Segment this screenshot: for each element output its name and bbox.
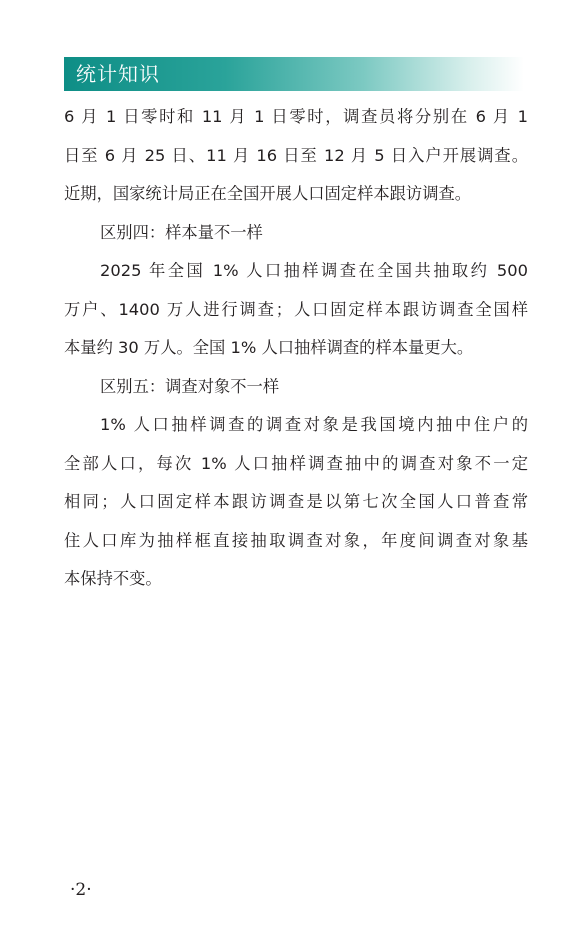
text-line: 住人口库为抽样框直接抽取调查对象，年度间调查对象基 bbox=[64, 530, 528, 550]
text-line: 万户、1400 万人进行调查；人口固定样本跟访调查全国样 bbox=[64, 299, 528, 319]
text-line: 本量约 30 万人。全国 1% 人口抽样调查的样本量更大。 bbox=[64, 338, 474, 357]
text-line: 全部人口，每次 1% 人口抽样调查抽中的调查对象不一定 bbox=[64, 453, 528, 473]
text-line: 日至 6 月 25 日、11 月 16 日至 12 月 5 日入户开展调查。 bbox=[64, 145, 528, 165]
page-number: ·2· bbox=[70, 880, 92, 900]
body-text bbox=[64, 98, 528, 599]
text-line: 相同；人口固定样本跟访调查是以第七次全国人口普查常 bbox=[64, 492, 528, 511]
text-line: 近期，国家统计局正在全国开展人口固定样本跟访调查。 bbox=[64, 184, 472, 203]
subheading-difference-four: 区别四：样本量不一样 bbox=[100, 222, 263, 242]
text-line: 6 月 1 日零时和 11 月 1 日零时，调查员将分别在 6 月 1 bbox=[64, 107, 528, 126]
text-line: 本保持不变。 bbox=[64, 569, 162, 588]
section-header-bar bbox=[64, 57, 524, 91]
text-line: 2025 年全国 1% 人口抽样调查在全国共抽取约 500 bbox=[100, 261, 528, 280]
text-line: 1% 人口抽样调查的调查对象是我国境内抽中住户的 bbox=[100, 415, 528, 434]
section-title: 统计知识 bbox=[76, 62, 160, 86]
subheading-difference-five: 区别五：调查对象不一样 bbox=[100, 376, 280, 396]
